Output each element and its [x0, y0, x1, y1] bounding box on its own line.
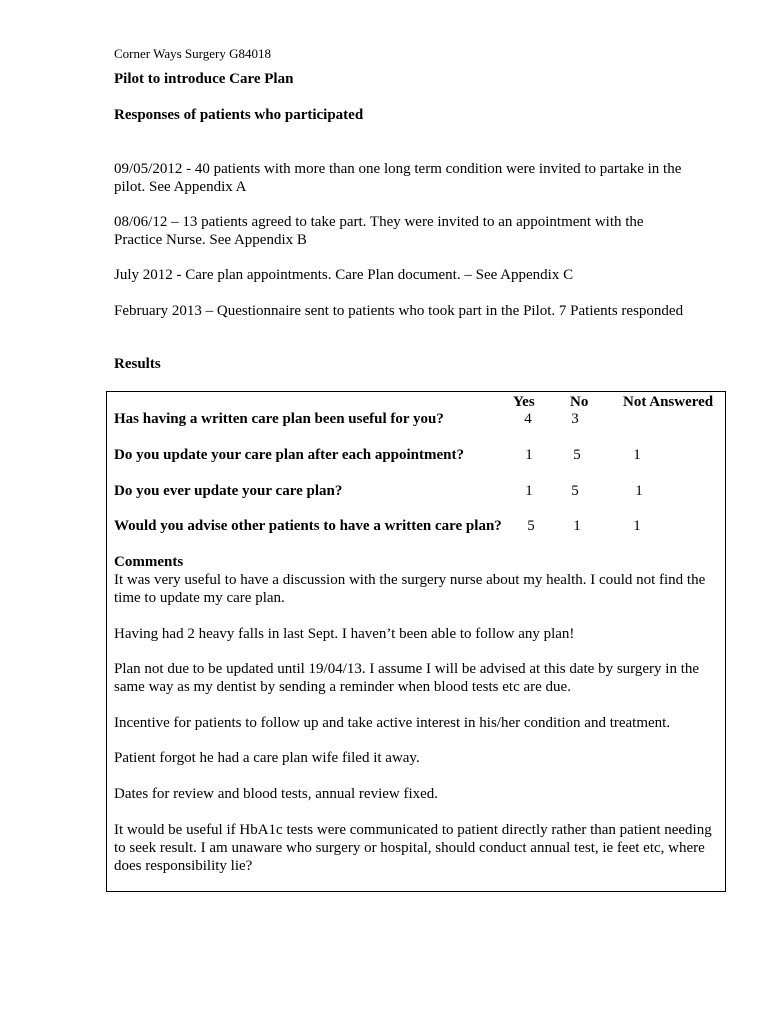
no-count: 3 — [571, 411, 579, 427]
comment-item: Plan not due to be updated until 19/04/13. I assume I will be advised at this date by surgery in the same way as my dentist by sending a reminder when blood tests etc are due. — [114, 661, 700, 695]
comments-heading: Comments — [114, 554, 184, 570]
comment-item: Dates for review and blood tests, annual review fixed. — [114, 786, 439, 802]
comment-item: Having had 2 heavy falls in last Sept. I haven’t been able to follow any plan! — [114, 626, 575, 642]
no-count: 1 — [573, 518, 581, 534]
column-header-yes: Yes — [513, 394, 535, 410]
not-answered-count: 1 — [633, 447, 641, 463]
not-answered-count: 1 — [633, 518, 641, 534]
question-text: Do you ever update your care plan? — [114, 483, 343, 499]
document-title: Pilot to introduce Care Plan — [114, 71, 294, 87]
yes-count: 1 — [525, 483, 533, 499]
comment-item: Incentive for patients to follow up and take active interest in his/her condition and treatment. — [114, 715, 671, 731]
yes-count: 4 — [524, 411, 532, 427]
results-table — [106, 391, 726, 892]
document-subtitle: Responses of patients who participated — [114, 107, 364, 123]
timeline-item: 09/05/2012 - 40 patients with more than one long term condition were invited to partake in the pilot. See Appendix A — [114, 161, 682, 195]
comment-item: It would be useful if HbA1c tests were communicated to patient directly rather than patient needing to seek result. I am unaware who surgery or hospital, should conduct annual test, ie feet etc, where does responsibility lie? — [114, 822, 712, 874]
question-text: Has having a written care plan been useful for you? — [114, 411, 444, 427]
yes-count: 1 — [525, 447, 533, 463]
column-header-no: No — [570, 394, 589, 410]
practice-name: Corner Ways Surgery G84018 — [114, 46, 271, 61]
not-answered-count: 1 — [635, 483, 643, 499]
question-text: Would you advise other patients to have a written care plan? — [114, 518, 502, 534]
comment-item: It was very useful to have a discussion with the surgery nurse about my health. I could not find the time to update my care plan. — [114, 572, 706, 606]
no-count: 5 — [571, 483, 579, 499]
timeline-item: July 2012 - Care plan appointments. Care Plan document. – See Appendix C — [114, 267, 574, 283]
timeline-item: 08/06/12 – 13 patients agreed to take part. They were invited to an appointment with the Practice Nurse. See Appendix B — [114, 214, 644, 248]
comment-item: Patient forgot he had a care plan wife filed it away. — [114, 750, 420, 766]
question-text: Do you update your care plan after each appointment? — [114, 447, 465, 463]
column-header-not-answered: Not Answered — [623, 394, 714, 410]
timeline-item: February 2013 – Questionnaire sent to patients who took part in the Pilot. 7 Patients responded — [114, 303, 684, 319]
results-heading: Results — [114, 356, 161, 372]
yes-count: 5 — [527, 518, 535, 534]
no-count: 5 — [573, 447, 581, 463]
